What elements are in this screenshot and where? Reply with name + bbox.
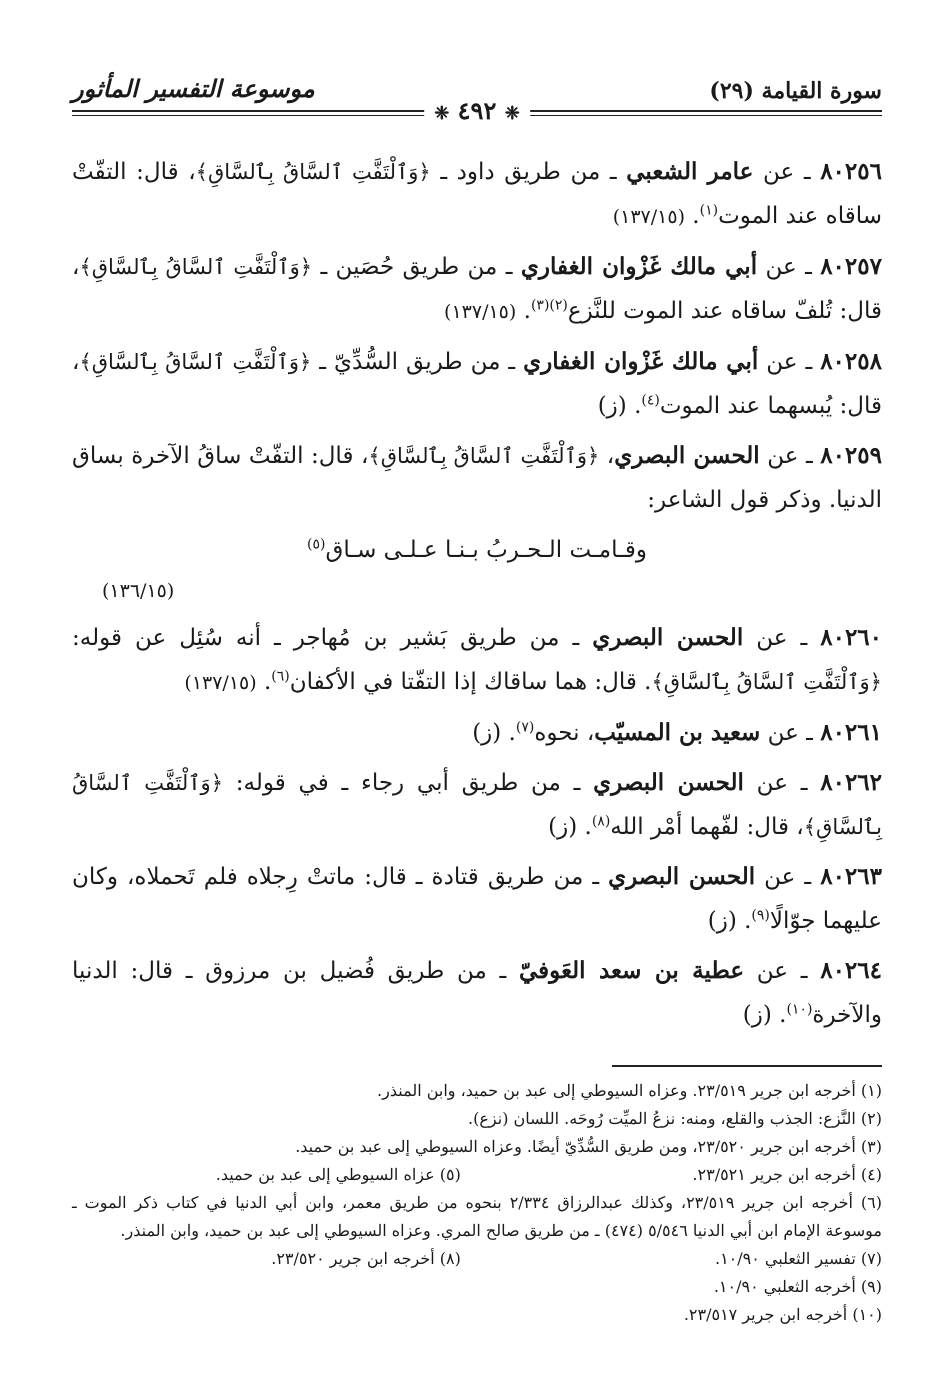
footnote: (٦) أخرجه ابن جرير ٢٣/٥١٩، وكذلك عبدالرزاق ٢/٣٣٤ بنحوه من طريق معمر، وابن أبي الدنيا في كتاب ذكر الموت ـ موسوعة الإمام ابن أبي الدنيا ٥/٥٤٦ (٤٧٤) ـ من طريق صالح المري. وعزاه السيوطي إلى عبد بن حميد، وابن المنذر. bbox=[72, 1193, 882, 1240]
narration-entry bbox=[72, 340, 882, 428]
volume-reference: (١٣٧/١٥) bbox=[184, 672, 257, 694]
footnote-marker: (٦) bbox=[271, 668, 290, 685]
entry-text: ـ من طريق بَشير بن مُهاجر ـ أنه سُئِل عن قوله: bbox=[72, 625, 593, 651]
entry-text: ـ من طريق حُصَين ـ bbox=[312, 254, 521, 280]
footnote-row bbox=[72, 1245, 882, 1273]
narration-entry bbox=[72, 616, 882, 705]
entry-text: . bbox=[516, 298, 531, 324]
narrator-name: عطية بن سعد العَوفيّ bbox=[519, 957, 745, 984]
footnote: (٤) أخرجه ابن جرير ٢٣/٥٢١. bbox=[692, 1165, 882, 1184]
entry-text: ، قال: التفّتْ ساقاه عند الموت bbox=[72, 159, 882, 229]
entry-text: ـ عن bbox=[759, 443, 821, 469]
narrator-name: عامر الشعبي bbox=[626, 158, 754, 185]
entry-text: ـ من طريق فُضيل بن مرزوق ـ قال: الدنيا والآخرة bbox=[72, 958, 882, 1028]
footnote: (٣) أخرجه ابن جرير ٢٣/٥٢٠، ومن طريق السُّدِّيّ أيضًا. وعزاه السيوطي إلى عبد بن حميد. bbox=[295, 1137, 882, 1156]
footnote-marker: (٨) bbox=[591, 813, 611, 830]
entry-text: . (ز) bbox=[548, 814, 592, 840]
entry-number: ٨٠٢٥٦ bbox=[820, 158, 882, 185]
entry-text: ـ عن bbox=[758, 349, 821, 375]
footnotes-list bbox=[72, 1077, 882, 1329]
footnote-marker: (٧) bbox=[515, 719, 535, 736]
quran-verse: ﴿وَٱلْتَفَّتِ ٱلسَّاقُ بِٱلسَّاقِ﴾ bbox=[368, 444, 600, 468]
quran-verse: ﴿وَٱلْتَفَّتِ ٱلسَّاقُ بِٱلسَّاقِ﴾ bbox=[79, 255, 313, 279]
narrator-name: الحسن البصري bbox=[608, 863, 756, 890]
poem-verse bbox=[72, 528, 882, 572]
narrator-name: أبي مالك غَزْوان الغفاري bbox=[520, 253, 758, 280]
entry-text: ـ عن bbox=[743, 625, 821, 651]
surah-title: سورة القيامة (٢٩) bbox=[709, 78, 882, 104]
entry-number: ٨٠٢٦٢ bbox=[820, 769, 883, 796]
footnote: (٢) النَّزع: الجذب والقلع، ومنه: نزعُ الميِّت رُوحَه. اللسان (نزع). bbox=[468, 1109, 882, 1128]
entry-number: ٨٠٢٥٨ bbox=[820, 348, 882, 375]
narrator-name: سعيد بن المسيّب bbox=[594, 719, 761, 746]
entry-text: ، قال: لفّهما أمْر الله bbox=[610, 814, 804, 840]
entry-text: . (ز) bbox=[472, 720, 516, 746]
volume-reference: (١٣٧/١٥) bbox=[444, 301, 517, 323]
entry-text: ـ عن bbox=[755, 864, 821, 890]
page-header bbox=[72, 60, 882, 124]
narrator-name: الحسن البصري bbox=[592, 624, 744, 651]
entry-text: . قال: هما ساقاك إذا التفّتا في الأكفان bbox=[289, 669, 652, 695]
ornament-icon: ❈ bbox=[504, 103, 520, 124]
entry-number: ٨٠٢٦٤ bbox=[820, 957, 882, 984]
entry-text: ـ من طريق داود ـ bbox=[430, 159, 627, 185]
footnote-marker: (٢)(٣) bbox=[530, 297, 568, 314]
entry-text: ـ من طريق قتادة ـ قال: ماتتْ رِجلاه فلم تَحملاه، وكان عليهما جوّالًا bbox=[72, 864, 882, 934]
entry-text: ـ عن bbox=[757, 254, 821, 280]
poem-text: وقـامـت الـحـربُ بـنـا عـلـى سـاق bbox=[325, 537, 647, 563]
footnote-divider bbox=[612, 1065, 882, 1067]
narration-entry bbox=[72, 949, 882, 1037]
narrator-name: أبي مالك غَزْوان الغفاري bbox=[523, 348, 759, 375]
entry-text: ـ عن bbox=[760, 720, 821, 746]
narration-entry bbox=[72, 434, 882, 522]
entry-text: ، قال: التفّتْ ساقُ الآخرة بساق الدنيا. وذكر قول الشاعر: bbox=[72, 443, 882, 513]
entry-number: ٨٠٢٥٩ bbox=[820, 442, 882, 469]
entry-number: ٨٠٢٦٣ bbox=[820, 863, 882, 890]
footnote-marker: (١٠) bbox=[786, 1001, 813, 1018]
narration-entry bbox=[72, 150, 882, 239]
footnote-marker: (٩) bbox=[751, 907, 770, 924]
entry-text: . (ز) bbox=[742, 1002, 787, 1028]
entry-text: ، bbox=[599, 443, 615, 469]
entry-number: ٨٠٢٦٠ bbox=[820, 624, 883, 651]
entry-text: . (ز) bbox=[707, 908, 752, 934]
narration-entry bbox=[72, 855, 882, 943]
narrator-name: الحسن البصري bbox=[614, 442, 760, 469]
volume-reference: (١٣٦/١٥) bbox=[102, 580, 175, 602]
page bbox=[72, 60, 882, 1348]
entry-text: . bbox=[256, 669, 272, 695]
book-title: موسوعة التفسير المأثور bbox=[72, 74, 315, 103]
quran-verse: ﴿وَٱلْتَفَّتِ ٱلسَّاقُ بِٱلسَّاقِ﴾ bbox=[651, 670, 882, 694]
footnote-marker: (١) bbox=[699, 202, 719, 219]
entry-number: ٨٠٢٦١ bbox=[820, 719, 882, 746]
narrator-name: الحسن البصري bbox=[593, 769, 744, 796]
entry-text: . bbox=[684, 203, 700, 229]
footnote-marker: (٤) bbox=[641, 392, 660, 409]
narration-entry bbox=[72, 711, 882, 755]
entry-text: ـ عن bbox=[753, 159, 821, 185]
quran-verse: ﴿وَٱلْتَفَّتِ ٱلسَّاقُ بِٱلسَّاقِ﴾ bbox=[79, 350, 312, 374]
quran-verse: ﴿وَٱلْتَفَّتِ ٱلسَّاقُ بِٱلسَّاقِ﴾ bbox=[72, 771, 882, 839]
footnote: (٧) تفسير الثعلبي ١٠/٩٠. bbox=[714, 1249, 882, 1268]
narration-entry bbox=[72, 761, 882, 849]
footnote: (٨) أخرجه ابن جرير ٢٣/٥٢٠. bbox=[271, 1249, 461, 1268]
entry-text: ـ عن bbox=[743, 770, 821, 796]
entry-number: ٨٠٢٥٧ bbox=[820, 253, 882, 280]
entry-text: ـ من طريق أبي رجاء ـ في قوله: bbox=[223, 770, 594, 796]
ornament-icon: ❈ bbox=[434, 103, 450, 124]
footnote: (٥) عزاه السيوطي إلى عبد بن حميد. bbox=[215, 1165, 461, 1184]
footnote-row bbox=[72, 1161, 882, 1189]
entry-text: ، نحوه bbox=[534, 720, 595, 746]
volume-reference: (١٣٧/١٥) bbox=[612, 206, 685, 228]
entry-text: ـ عن bbox=[744, 958, 821, 984]
entry-text: ، قال: يُبسهما عند الموت bbox=[72, 349, 882, 419]
footnote: (١) أخرجه ابن جرير ٢٣/٥١٩. وعزاه السيوطي إلى عبد بن حميد، وابن المنذر. bbox=[377, 1081, 882, 1100]
page-number-block bbox=[424, 96, 530, 125]
page-number: ٤٩٢ bbox=[457, 96, 497, 125]
footnote: (٩) أخرجه الثعلبي ١٠/٩٠. bbox=[713, 1277, 882, 1296]
entry-text: . (ز) bbox=[597, 393, 642, 419]
footnote: (١٠) أخرجه ابن جرير ٢٣/٥١٧. bbox=[683, 1305, 882, 1324]
entry-text: ، قال: تُلفّ ساقاه عند الموت للنَّزع bbox=[72, 254, 882, 324]
narration-entry bbox=[72, 245, 882, 334]
quran-verse: ﴿وَٱلْتَفَّتِ ٱلسَّاقُ بِٱلسَّاقِ﴾ bbox=[195, 160, 431, 184]
footnote-marker: (٥) bbox=[307, 536, 326, 553]
entry-text: ـ من طريق السُّدِّيّ ـ bbox=[311, 349, 524, 375]
entries-list bbox=[72, 150, 882, 1037]
